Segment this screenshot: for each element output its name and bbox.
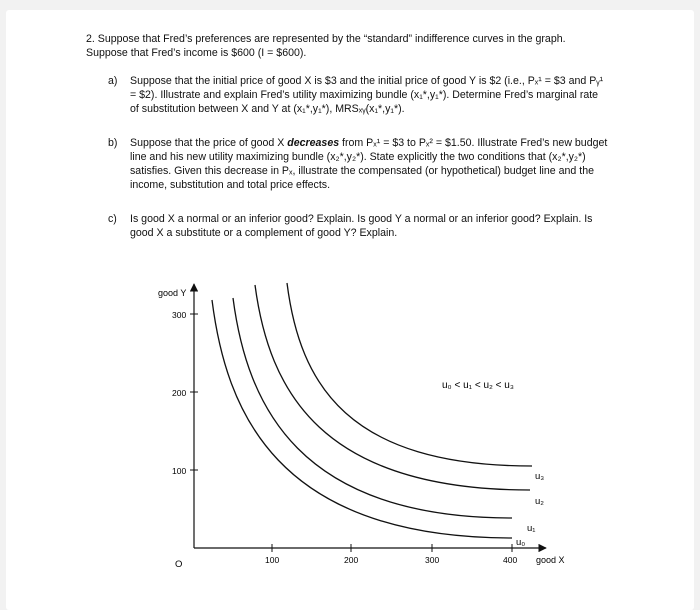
x-tick-label-300: 300 (425, 555, 440, 565)
curve-label-u2: u₂ (535, 496, 544, 507)
question-line-1: 2. Suppose that Fred’s preferences are represented by the “standard” indifference curves in the graph. (86, 33, 566, 45)
y-tick-label-200: 200 (172, 388, 187, 398)
part-b-line-3: satisfies. Given this decrease in Pₓ, illustrate the compensated (or hypothetical) budget line and the (130, 165, 594, 177)
curve-label-u3: u₃ (535, 471, 545, 482)
part-b-line-1-pre: Suppose that the price of good X (130, 137, 288, 149)
indifference-curve-u0 (212, 300, 512, 538)
utility-ordering-label: u₀ < u₁ < u₂ < u₃ (442, 380, 514, 391)
y-tick-label-100: 100 (172, 466, 187, 476)
part-c-label: c) (108, 213, 117, 225)
part-a-line-1: Suppose that the initial price of good X is $3 and the initial price of good Y is $2 (i.e., Pₓ¹ = $3 and Pᵧ¹ (130, 75, 604, 87)
part-a-line-3: of substitution between X and Y at (x₁*,y₁*), MRSₓᵧ(x₁*,y₁*). (130, 103, 405, 115)
part-b-line-1-post: from Pₓ¹ = $3 to Pₓ² = $1.50. Illustrate Fred’s new budget (339, 137, 608, 149)
y-tick-label-300: 300 (172, 310, 187, 320)
question-line-2: Suppose that Fred’s income is $600 (I = $600). (86, 47, 307, 59)
part-b-label: b) (108, 137, 118, 149)
part-c-line-2: good X a substitute or a complement of good Y? Explain. (130, 227, 398, 239)
indifference-curve-u3 (287, 283, 532, 466)
x-tick-label-100: 100 (265, 555, 280, 565)
curve-label-u0: u₀ (516, 537, 526, 548)
x-axis-label: good X (536, 555, 565, 565)
origin-label: O (175, 559, 183, 570)
y-axis-label: good Y (158, 288, 187, 298)
indifference-curve-u1 (233, 298, 512, 518)
part-b-decreases-emphasis: decreases (287, 137, 340, 149)
part-a-label: a) (108, 75, 118, 87)
part-b-line-4: income, substitution and total price effects. (130, 179, 331, 191)
curve-label-u1: u₁ (527, 523, 536, 534)
part-b-line-2: line and his new utility maximizing bundle (x₂*,y₂*). State explicitly the two conditions that (x₂*,y₂*) (130, 151, 586, 163)
part-a-line-2: = $2). Illustrate and explain Fred’s utility maximizing bundle (x₁*,y₁*). Determine Fred’s marginal rate (130, 89, 599, 101)
x-tick-label-200: 200 (344, 555, 359, 565)
x-tick-label-400: 400 (503, 555, 518, 565)
part-c-line-1: Is good X a normal or an inferior good? Explain. Is good Y a normal or an inferior good? Explain. Is (130, 213, 593, 225)
